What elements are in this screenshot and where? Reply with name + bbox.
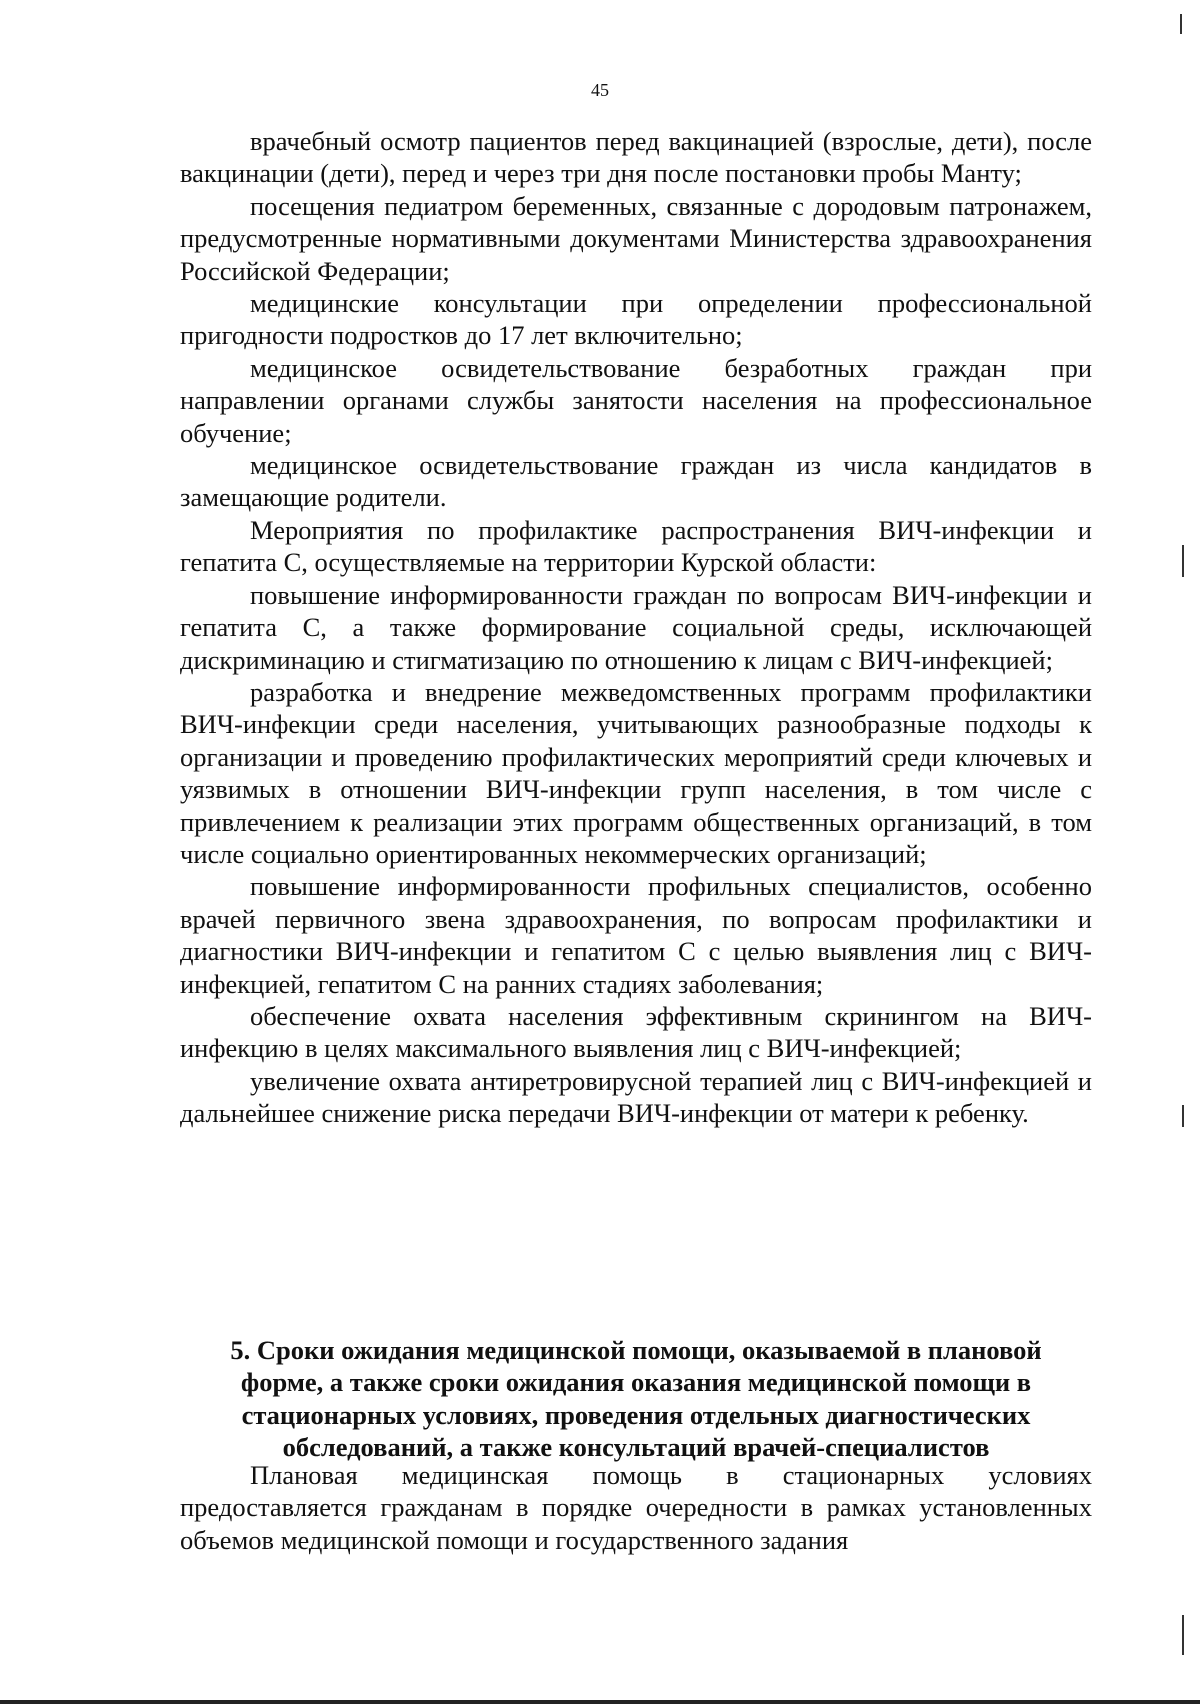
paragraph: повышение информированности граждан по вопросам ВИЧ-инфекции и гепатита С, а также формирование социальной среды, исключающей дискриминацию и стигматизацию по отношению к лицам с ВИЧ-инфекцией; xyxy=(180,579,1092,675)
paragraph: медицинские консультации при определении профессиональной пригодности подростков до 17 лет включительно; xyxy=(180,288,1092,351)
scan-bottom-edge xyxy=(0,1700,1200,1704)
document-body xyxy=(180,125,1092,1130)
scan-edge-mark xyxy=(1182,1105,1184,1127)
paragraph: обеспечение охвата населения эффективным скринингом на ВИЧ-инфекцию в целях максимального выявления лиц с ВИЧ-инфекцией; xyxy=(180,1000,1092,1064)
paragraph: врачебный осмотр пациентов перед вакцинацией (взрослые, дети), после вакцинации (дети), перед и через три дня после постановки пробы Манту; xyxy=(180,126,1092,189)
paragraph: повышение информированности профильных специалистов, особенно врачей первичного звена здравоохранения, по вопросам профилактики и диагностики ВИЧ-инфекции и гепатитом С с целью выявления лиц с ВИЧ-инфекцией, гепатитом С на ранних стадиях заболевания; xyxy=(180,871,1092,999)
closing-paragraph: Плановая медицинская помощь в стационарных условиях предоставляется гражданам в порядке очередности в рамках установленных объемов медицинской помощи и государственного задания xyxy=(180,1460,1092,1555)
closing-section xyxy=(180,1459,1092,1556)
scan-edge-mark xyxy=(1182,545,1184,577)
paragraph: медицинское освидетельствование безработных граждан при направлении органами службы занятости населения на профессиональное обучение; xyxy=(180,352,1092,448)
paragraph: посещения педиатром беременных, связанные с дородовым патронажем, предусмотренные нормативными документами Министерства здравоохранения Российской Федерации; xyxy=(180,190,1092,286)
scan-edge-mark xyxy=(1182,1615,1184,1655)
paragraph: Мероприятия по профилактике распространения ВИЧ-инфекции и гепатита С, осуществляемые на территории Курской области: xyxy=(180,514,1092,578)
section-heading-line: стационарных условиях, проведения отдельных диагностических xyxy=(241,1399,1031,1430)
paragraph: медицинское освидетельствование граждан из числа кандидатов в замещающие родители. xyxy=(180,450,1092,513)
page-number: 45 xyxy=(591,80,609,100)
section-heading-line: форме, а также сроки ожидания оказания медицинской помощи в xyxy=(240,1367,1032,1398)
section-heading-line: 5. Сроки ожидания медицинской помощи, оказываемой в плановой xyxy=(230,1335,1042,1365)
section-heading xyxy=(180,1334,1092,1464)
scan-edge-mark xyxy=(1180,14,1182,34)
section-heading-line: обследований, а также консультаций врачей-специалистов xyxy=(282,1432,990,1463)
paragraph: разработка и внедрение межведомственных программ профилактики ВИЧ-инфекции среди населения, учитывающих разнообразные подходы к организации и проведению профилактических мероприятий среди ключевых и уязвимых в отношении ВИЧ-инфекции групп населения, в том числе с привлечением к реализации этих программ общественных организаций, в том числе социально ориентированных некоммерческих организаций; xyxy=(180,676,1092,869)
paragraph: увеличение охвата антиретровирусной терапией лиц с ВИЧ-инфекцией и дальнейшее снижение риска передачи ВИЧ-инфекции от матери к ребенку. xyxy=(180,1065,1092,1129)
